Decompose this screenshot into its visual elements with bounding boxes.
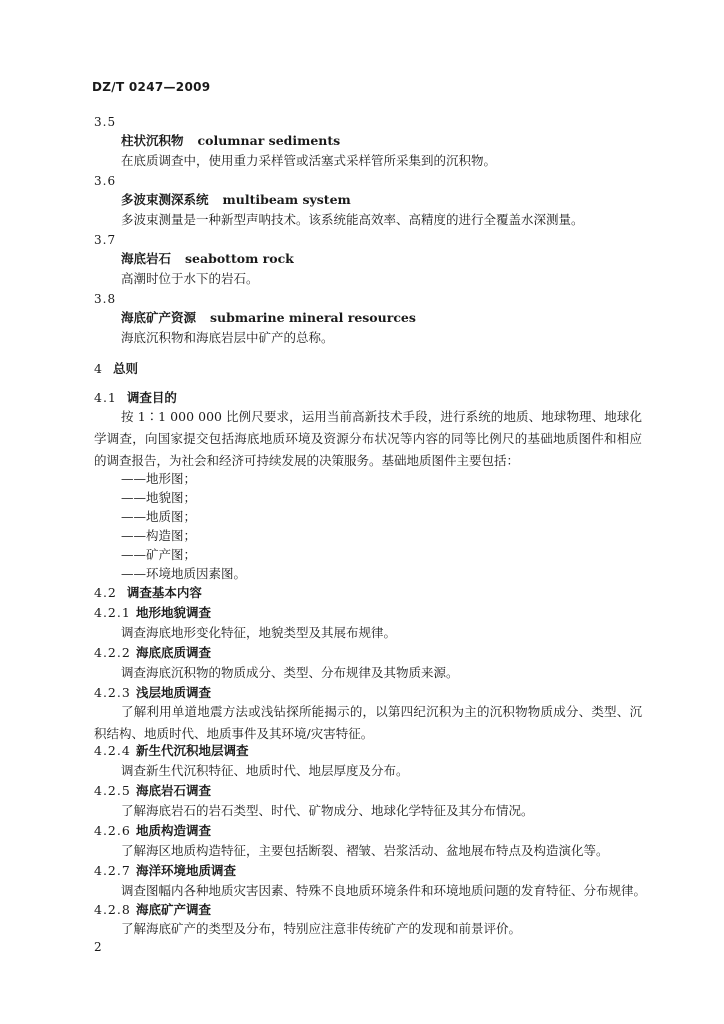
term-en: multibeam system <box>222 192 351 207</box>
item-number: 4.2.4 <box>94 743 131 758</box>
item-heading <box>94 822 211 840</box>
purpose-paragraph: 按 1∶1 000 000 比例尺要求，运用当前高新技术手段，进行系统的地质、地球物理、地球化学调查，向国家提交包括海底地质环境及资源分布状况等内容的同等比例尺的基础地质图件和相应的调查报告，为社会和经济可持续发展的决策服务。基础地质图件主要包括： <box>94 409 642 468</box>
item-number: 4.2.2 <box>94 645 131 660</box>
term-definition: 在底质调查中，使用重力采样管或活塞式采样管所采集到的沉积物。 <box>121 153 497 168</box>
list-item: ——矿产图； <box>121 547 197 562</box>
item-title: 海洋环境地质调查 <box>136 863 237 878</box>
list-item: ——地质图； <box>121 509 197 524</box>
subsection-heading <box>94 584 202 602</box>
term-heading <box>121 309 416 327</box>
list-item: ——地形图； <box>121 471 197 486</box>
section-title: 总则 <box>112 361 138 376</box>
list-item: ——地貌图； <box>121 490 197 505</box>
term-en: seabottom rock <box>185 251 294 266</box>
item-title: 海底岩石调查 <box>136 783 212 798</box>
list-item: ——构造图； <box>121 528 197 543</box>
item-heading <box>94 684 211 702</box>
item-title: 新生代沉积地层调查 <box>136 743 249 758</box>
term-en: columnar sediments <box>197 133 341 148</box>
item-heading <box>94 644 211 662</box>
item-text: 调查海底沉积物的物质成分、类型、分布规律及其物质来源。 <box>121 665 459 680</box>
term-definition: 多波束测量是一种新型声呐技术。该系统能高效率、高精度的进行全覆盖水深测量。 <box>121 212 584 227</box>
list-item: ——环境地质因素图。 <box>121 566 247 581</box>
item-number: 4.2.3 <box>94 685 131 700</box>
section-number: 4 <box>94 361 103 376</box>
item-title: 浅层地质调查 <box>136 685 212 700</box>
item-number: 4.2.1 <box>94 605 131 620</box>
item-heading <box>94 742 249 760</box>
item-text: 了解海区地质构造特征，主要包括断裂、褶皱、岩浆活动、盆地展布特点及构造演化等。 <box>121 843 609 858</box>
term-number: 3.8 <box>94 292 117 306</box>
term-definition: 高潮时位于水下的岩石。 <box>121 271 259 286</box>
term-number: 3.7 <box>94 233 117 247</box>
term-heading <box>121 191 351 209</box>
subsection-title: 调查基本内容 <box>126 585 202 600</box>
item-title: 地形地貌调查 <box>136 605 212 620</box>
item-heading <box>94 901 211 919</box>
term-zh: 多波束测深系统 <box>121 192 209 207</box>
item-text: 调查海底地形变化特征，地貌类型及其展布规律。 <box>121 625 397 640</box>
item-heading <box>94 862 236 880</box>
item-text: 了解海底岩石的岩石类型、时代、矿物成分、地球化学特征及其分布情况。 <box>121 803 534 818</box>
item-text: 了解海底矿产的类型及分布，特别应注意非传统矿产的发现和前景评价。 <box>121 921 522 936</box>
term-en: submarine mineral resources <box>210 310 416 325</box>
term-heading <box>121 132 340 150</box>
term-zh: 海底矿产资源 <box>121 310 197 325</box>
item-title: 海底底质调查 <box>136 645 212 660</box>
term-zh: 柱状沉积物 <box>121 133 184 148</box>
item-number: 4.2.7 <box>94 863 131 878</box>
section-heading <box>94 360 138 378</box>
item-title: 地质构造调查 <box>136 823 212 838</box>
subsection-number: 4.2 <box>94 585 117 600</box>
item-text: 了解利用单道地震方法或浅钻探所能揭示的，以第四纪沉积为主的沉积物物质成分、类型、沉积结构、地质时代、地质事件及其环境/灾害特征。 <box>94 704 642 741</box>
term-zh: 海底岩石 <box>121 251 172 266</box>
standard-code: DZ/T 0247—2009 <box>92 80 211 94</box>
item-heading <box>94 604 211 622</box>
item-number: 4.2.8 <box>94 902 131 917</box>
item-number: 4.2.5 <box>94 783 131 798</box>
item-number: 4.2.6 <box>94 823 131 838</box>
term-heading <box>121 250 294 268</box>
item-text: 调查新生代沉积特征、地质时代、地层厚度及分布。 <box>121 763 409 778</box>
item-title: 海底矿产调查 <box>136 902 212 917</box>
subsection-title: 调查目的 <box>126 390 177 405</box>
term-number: 3.6 <box>94 174 117 188</box>
term-definition: 海底沉积物和海底岩层中矿产的总称。 <box>121 330 334 345</box>
item-heading <box>94 782 211 800</box>
subsection-heading <box>94 389 177 407</box>
page-number: 2 <box>94 940 102 954</box>
item-text: 调查图幅内各种地质灾害因素、特殊不良地质环境条件和环境地质问题的发育特征、分布规律。 <box>121 883 647 898</box>
term-number: 3.5 <box>94 115 117 129</box>
subsection-number: 4.1 <box>94 390 117 405</box>
